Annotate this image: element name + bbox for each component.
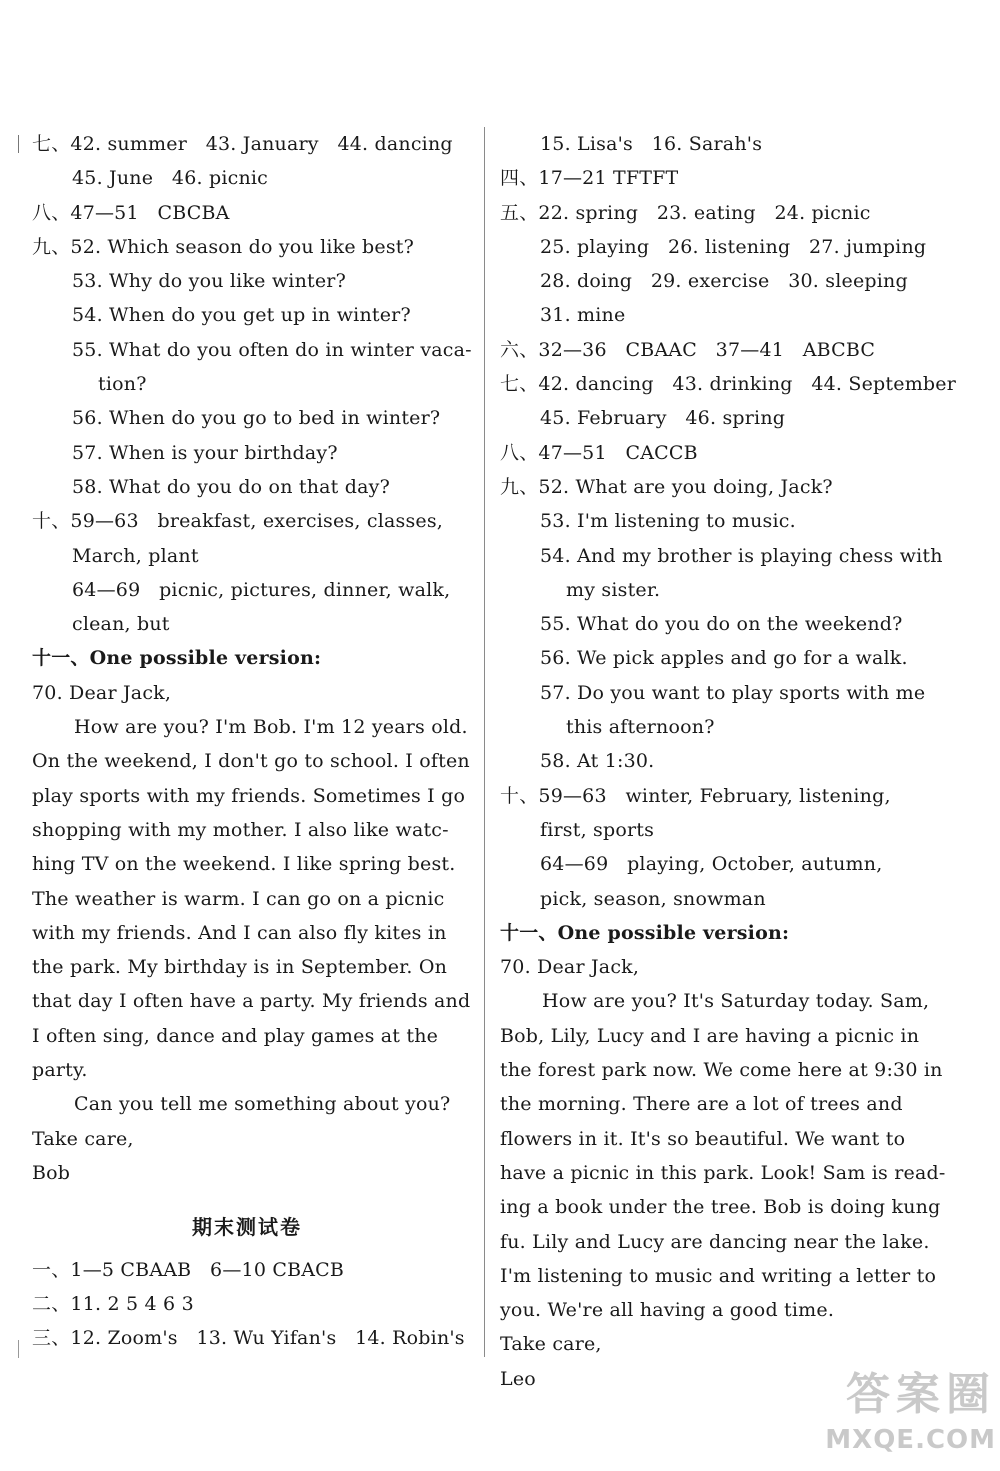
answer-line: 45. June 46. picnic bbox=[72, 167, 268, 190]
answer-line: 五、22. spring 23. eating 24. picnic bbox=[500, 201, 871, 224]
letter-line: The weather is warm. I can go on a picnic bbox=[32, 887, 445, 910]
letter-closing: Take care, bbox=[500, 1333, 602, 1356]
section-heading: 十一、One possible version: bbox=[32, 647, 322, 670]
answer-line: pick, season, snowman bbox=[540, 887, 766, 910]
answer-line: 54. And my brother is playing chess with bbox=[540, 544, 943, 567]
answer-line: 十、59—63 winter, February, listening, bbox=[500, 784, 891, 807]
answer-line: 56. We pick apples and go for a walk. bbox=[540, 647, 908, 670]
letter-line: On the weekend, I don't go to school. I often bbox=[32, 750, 470, 773]
answer-line: my sister. bbox=[566, 578, 661, 601]
answer-line: 九、52. Which season do you like best? bbox=[32, 235, 415, 258]
letter-line: Bob, Lily, Lucy and I are having a picnic in bbox=[500, 1024, 920, 1047]
letter-line: have a picnic in this park. Look! Sam is read- bbox=[500, 1161, 946, 1184]
letter-line: Can you tell me something about you? bbox=[74, 1093, 451, 1116]
letter-line: that day I often have a party. My friends and bbox=[32, 990, 471, 1013]
answer-line: 八、47—51 CBCBA bbox=[32, 201, 230, 224]
exam-title: 期末测试卷 bbox=[192, 1215, 302, 1240]
answer-line: 一、1—5 CBAAB 6—10 CBACB bbox=[32, 1258, 345, 1281]
answer-line: 55. What do you do on the weekend? bbox=[540, 613, 903, 636]
letter-line: flowers in it. It's so beautiful. We want to bbox=[500, 1127, 906, 1150]
answer-line: 58. What do you do on that day? bbox=[72, 475, 390, 498]
letter-line: the park. My birthday is in September. On bbox=[32, 956, 448, 979]
answer-line: 25. playing 26. listening 27. jumping bbox=[540, 235, 927, 258]
answer-line: 58. At 1:30. bbox=[540, 750, 655, 773]
answer-line: 15. Lisa's 16. Sarah's bbox=[540, 133, 763, 155]
letter-line: hing TV on the weekend. I like spring best. bbox=[32, 853, 456, 876]
column-divider bbox=[484, 127, 485, 1357]
letter-line: the morning. There are a lot of trees and bbox=[500, 1093, 903, 1116]
answer-line: 二、11. 2 5 4 6 3 bbox=[32, 1292, 194, 1315]
answer-line: 三、12. Zoom's 13. Wu Yifan's 14. Robin's bbox=[32, 1327, 465, 1350]
letter-line: How are you? It's Saturday today. Sam, bbox=[542, 990, 930, 1013]
letter-line: fu. Lily and Lucy are dancing near the lake. bbox=[500, 1230, 930, 1253]
answer-line: 53. I'm listening to music. bbox=[540, 510, 796, 533]
answer-line: 53. Why do you like winter? bbox=[72, 270, 346, 293]
left-column bbox=[32, 127, 472, 1355]
answer-line: 45. February 46. spring bbox=[540, 407, 786, 430]
answer-line: 64—69 picnic, pictures, dinner, walk, bbox=[72, 578, 451, 601]
answer-line: this afternoon? bbox=[566, 716, 715, 739]
letter-line: with my friends. And I can also fly kites in bbox=[32, 921, 447, 944]
letter-line: shopping with my mother. I also like watc- bbox=[32, 818, 449, 841]
letter-salutation: 70. Dear Jack, bbox=[500, 956, 640, 979]
answer-line: 57. When is your birthday? bbox=[72, 441, 338, 464]
answer-line: 64—69 playing, October, autumn, bbox=[540, 853, 883, 876]
watermark-url: MXQE.COM bbox=[825, 1425, 996, 1455]
letter-closing: Take care, bbox=[32, 1127, 134, 1150]
letter-line: party. bbox=[32, 1059, 88, 1082]
answer-line: 八、47—51 CACCB bbox=[500, 441, 698, 464]
letter-line: I'm listening to music and writing a letter to bbox=[500, 1264, 937, 1287]
answer-line: 56. When do you go to bed in winter? bbox=[72, 407, 441, 430]
answer-line: first, sports bbox=[540, 818, 655, 841]
answer-line: 四、17—21 TFTFT bbox=[500, 167, 679, 190]
letter-line: play sports with my friends. Sometimes I go bbox=[32, 784, 466, 807]
answer-line: 七、42. summer 43. January 44. dancing bbox=[32, 133, 453, 155]
letter-salutation: 70. Dear Jack, bbox=[32, 681, 172, 704]
answer-line: 九、52. What are you doing, Jack? bbox=[500, 475, 833, 498]
answer-line: clean, but bbox=[72, 613, 170, 636]
letter-line: ing a book under the tree. Bob is doing kung bbox=[500, 1196, 941, 1219]
answer-line: 57. Do you want to play sports with me bbox=[540, 681, 926, 704]
answer-line: 31. mine bbox=[540, 304, 626, 327]
letter-line: you. We're all having a good time. bbox=[500, 1299, 835, 1322]
answer-line: 七、42. dancing 43. drinking 44. September bbox=[500, 373, 957, 396]
letter-line: How are you? I'm Bob. I'm 12 years old. bbox=[74, 716, 468, 739]
right-column bbox=[500, 127, 957, 1396]
watermark bbox=[806, 1367, 996, 1467]
answer-line: 十、59—63 breakfast, exercises, classes, bbox=[32, 510, 444, 533]
answer-line: 28. doing 29. exercise 30. sleeping bbox=[540, 270, 908, 293]
letter-line: I often sing, dance and play games at the bbox=[32, 1024, 439, 1047]
answer-line: March, plant bbox=[72, 544, 199, 567]
letter-signature: Bob bbox=[32, 1161, 71, 1184]
margin-mark bbox=[18, 135, 19, 153]
answer-line: 55. What do you often do in winter vaca- bbox=[72, 338, 472, 361]
answer-line: tion? bbox=[98, 373, 147, 396]
watermark-logo: 答案圈 bbox=[846, 1369, 996, 1420]
answer-line: 54. When do you get up in winter? bbox=[72, 304, 411, 327]
answer-line: 六、32—36 CBAAC 37—41 ABCBC bbox=[500, 338, 876, 361]
letter-signature: Leo bbox=[500, 1367, 536, 1390]
section-heading: 十一、One possible version: bbox=[500, 921, 790, 944]
margin-mark bbox=[18, 1340, 19, 1358]
letter-line: the forest park now. We come here at 9:30 in bbox=[500, 1059, 943, 1082]
